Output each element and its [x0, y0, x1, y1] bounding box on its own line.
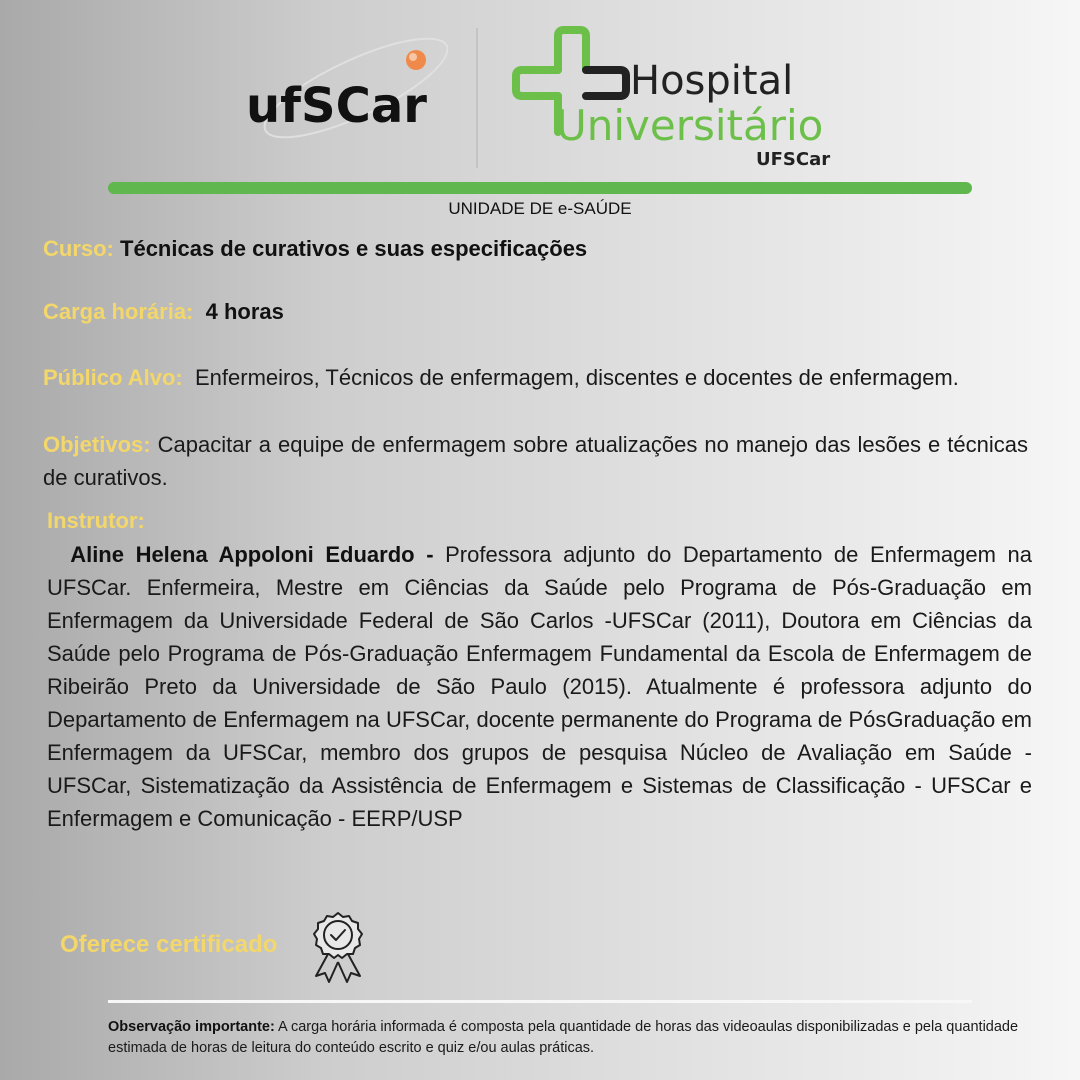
instructor-bio: [47, 538, 1032, 835]
objectives-label: Objetivos:: [43, 432, 151, 457]
audience-row: [43, 361, 983, 394]
note-text: A carga horária informada é composta pela quantidade de horas das videoaulas disponibilizadas e pela quantidade estimada de horas de leitura do conteúdo escrito e quiz e/ou aulas práticas.: [108, 1019, 1019, 1056]
certificate-label: Oferece certificado: [60, 931, 278, 958]
footer-rule: [108, 1000, 972, 1003]
audience-value: Enfermeiros, Técnicos de enfermagem, discentes e docentes de enfermagem.: [194, 365, 959, 390]
certificate-badge-icon: [310, 910, 366, 984]
unit-label: UNIDADE DE e-SAÚDE: [448, 199, 632, 218]
hospital-logo-line3: UFSCar: [756, 149, 831, 170]
instructor-bio-text: Professora adjunto do Departamento de Enfermagem na UFSCar. Enfermeira, Mestre em Ciências da Saúde pelo Programa de Pós-Graduação em Enfermagem da Universidade Federal de São Carlos -UFSCar (2011), Doutora em Ciências da Saúde pelo Programa de Pós-Graduação Enfermagem Fundamental da Escola de Enfermagem de Ribeirão Preto da Universidade de São Paulo (2015). Atualmente é professora adjunto do Departamento de Enfermagem na UFSCar, docente permanente do Programa de PósGraduação em Enfermagem da UFSCar, membro dos grupos de pesquisa Núcleo de Avaliação em Saúde - UFSCar, Sistematização da Assistência de Enfermagem e Sistemas de Classificação - UFSCar e Enfermagem e Comunicação - EERP/USP: [47, 542, 1032, 831]
workload-label: Carga horária:: [43, 299, 194, 324]
important-note: [108, 1017, 1038, 1059]
course-label: Curso:: [43, 236, 114, 261]
workload-value: 4 horas: [205, 299, 284, 324]
objectives-value: Capacitar a equipe de enfermagem sobre atualizações no manejo das lesões e técnicas de curativos.: [43, 432, 1028, 490]
hospital-logo-line2: Universitário: [556, 101, 824, 150]
course-title: Técnicas de curativos e suas especificações: [120, 236, 588, 261]
hospital-logo-line1: Hospital: [630, 58, 794, 104]
workload-row: [43, 299, 284, 325]
note-label: Observação importante:: [108, 1019, 275, 1035]
ufscar-logo-text: ufSCar: [246, 78, 427, 134]
objectives-row: [43, 428, 1028, 494]
instructor-label: Instrutor:: [47, 508, 145, 533]
instructor-name: Aline Helena Appoloni Eduardo -: [70, 542, 434, 567]
audience-label: Público Alvo:: [43, 365, 183, 390]
ufscar-logo: [238, 30, 448, 150]
logo-divider: [476, 28, 478, 168]
hospital-universitario-logo: [508, 22, 848, 172]
course-row: [43, 236, 587, 262]
header-green-rule: [108, 182, 972, 194]
